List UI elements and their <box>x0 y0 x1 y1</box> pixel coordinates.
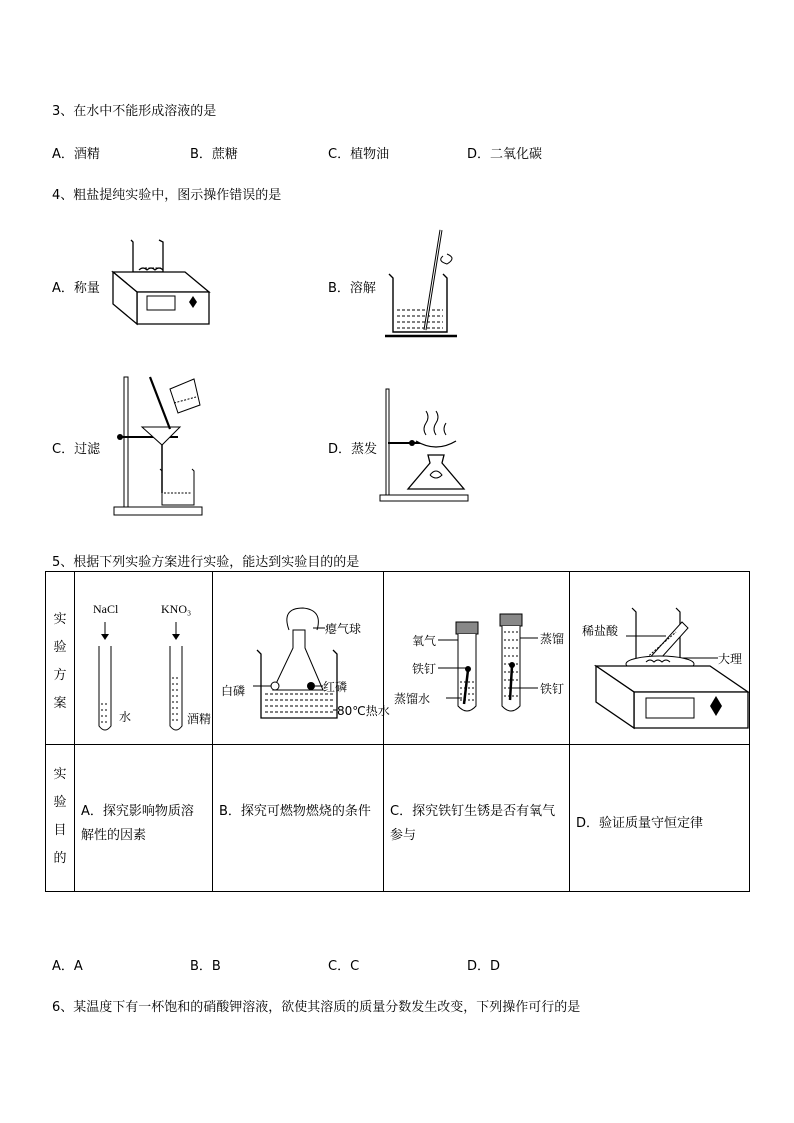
purpose-cell-a <box>75 745 213 892</box>
table-row-purpose <box>46 745 750 892</box>
q4-option-d: D．蒸发 <box>328 442 378 457</box>
q4-option-b: B．溶解 <box>328 281 376 296</box>
q5-option-b: B．B <box>190 959 221 974</box>
alcohol-label: 酒精 <box>187 712 212 726</box>
label-char: 验 <box>53 795 67 810</box>
row-label-purpose <box>46 745 75 892</box>
label-char: 验 <box>53 640 67 655</box>
hot-water-label: 80℃热水 <box>337 704 390 718</box>
label-char: 方 <box>53 668 67 683</box>
weighing-balance-figure <box>105 232 215 328</box>
question-3-stem: 3、在水中不能形成溶液的是 <box>52 104 217 119</box>
q3-option-a: A．酒精 <box>52 147 100 162</box>
label-char: 目 <box>53 823 67 838</box>
purpose-b: B．探究可燃物燃烧的条件 <box>219 804 371 819</box>
q5-option-a: A．A <box>52 959 83 974</box>
q3-option-c: C．植物油 <box>328 147 390 162</box>
mass-conservation-figure <box>570 572 750 745</box>
filtration-figure <box>110 375 210 520</box>
row-label-scheme <box>46 572 75 745</box>
q4-option-a: A．称量 <box>52 281 100 296</box>
evaporation-figure <box>380 385 470 505</box>
distilled-water-label-2: 蒸馏 <box>540 632 565 646</box>
dissolving-beaker-figure <box>385 226 475 341</box>
purpose-a: A．探究影响物质溶解性的因素 <box>81 804 194 843</box>
q3-option-d: D．二氧化碳 <box>467 147 543 162</box>
hydrochloric-acid-label: 稀盐酸 <box>582 624 619 638</box>
label-char: 实 <box>53 767 67 782</box>
distilled-water-label-1: 蒸馏水 <box>394 692 431 706</box>
purpose-cell-c <box>384 745 570 892</box>
label-char: 实 <box>53 612 67 627</box>
scheme-cell-d <box>570 572 750 745</box>
purpose-d: D．验证质量守恒定律 <box>576 816 704 831</box>
question-5-stem: 5、根据下列实验方案进行实验，能达到实验目的的是 <box>52 555 360 570</box>
table-row-scheme <box>46 572 750 745</box>
nail-label-2: 铁钉 <box>540 682 565 696</box>
scheme-cell-c <box>384 572 570 745</box>
white-phosphorus-label: 白磷 <box>221 684 246 698</box>
water-label: 水 <box>119 710 132 724</box>
q5-option-c: C．C <box>328 959 360 974</box>
question-4-stem: 4、粗盐提纯实验中，图示操作错误的是 <box>52 188 282 203</box>
kno3-label: KNO₃ <box>161 602 192 616</box>
test-tubes-figure <box>75 572 213 745</box>
rusting-figure <box>384 572 570 745</box>
purpose-cell-b <box>213 745 384 892</box>
nail-label-1: 铁钉 <box>412 662 437 676</box>
purpose-c: C．探究铁钉生锈是否有氧气参与 <box>390 804 556 843</box>
nacl-label: NaCl <box>93 602 119 616</box>
label-char: 的 <box>53 851 67 866</box>
red-phosphorus-label: 红磷 <box>323 680 348 694</box>
label-char: 案 <box>53 696 67 711</box>
balloon-label: 瘪气球 <box>325 622 362 636</box>
experiment-table <box>45 571 750 892</box>
q4-option-c: C．过滤 <box>52 442 101 457</box>
scheme-cell-a <box>75 572 213 745</box>
question-6-stem: 6、某温度下有一杯饱和的硝酸钾溶液，欲使其溶质的质量分数发生改变，下列操作可行的是 <box>52 1000 581 1015</box>
purpose-cell-d <box>570 745 750 892</box>
q5-option-d: D．D <box>467 959 501 974</box>
combustion-figure <box>213 572 384 745</box>
scheme-cell-b <box>213 572 390 745</box>
oxygen-label: 氧气 <box>412 634 437 648</box>
q3-option-b: B．蔗糖 <box>190 147 238 162</box>
marble-label: 大理 <box>718 652 743 666</box>
